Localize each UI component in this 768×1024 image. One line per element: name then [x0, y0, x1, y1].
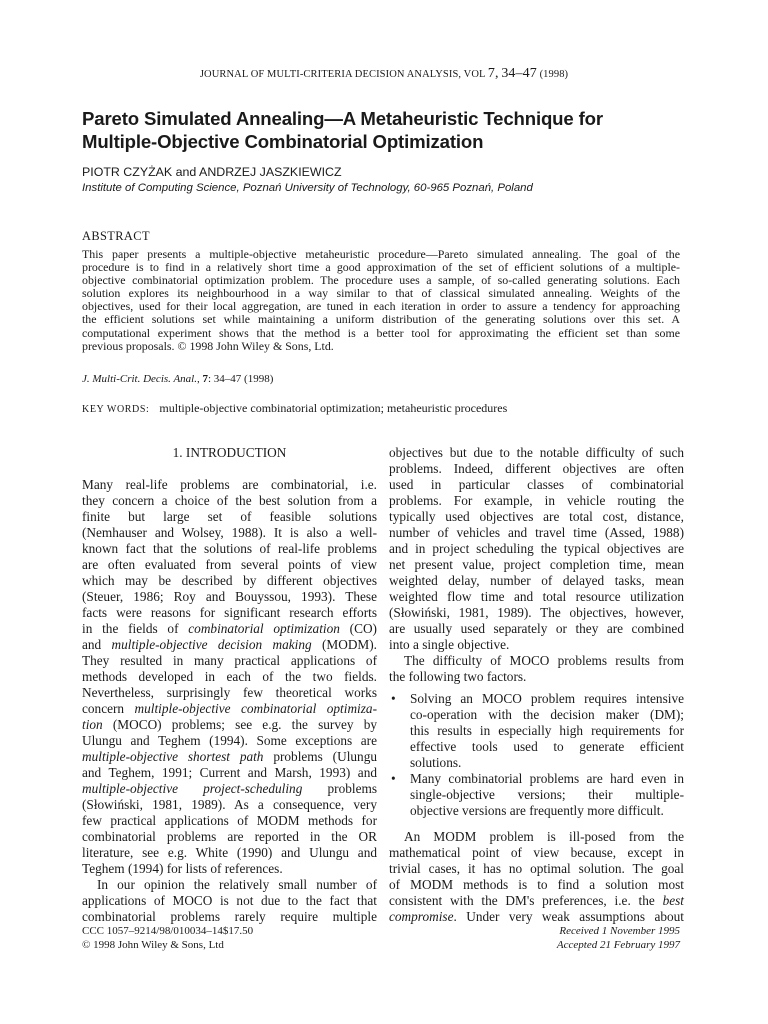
body-line: objectives but due to the notable difficulty of such [389, 445, 684, 460]
footer-copyright: © 1998 John Wiley & Sons, Ltd [82, 939, 224, 951]
body-line: net present value, project completion time, mean [389, 557, 684, 572]
journal-year: (1998) [539, 69, 569, 80]
keywords-label: KEY WORDS: [82, 404, 150, 415]
text-run: (MOCO) problems; see e.g. the survey by [102, 717, 377, 732]
emphasis-run: multiple-objective project-scheduling [82, 781, 303, 796]
body-line: number of vehicles and travel time (Assed, 1988) [389, 525, 684, 540]
body-line: and in project scheduling the typical objectives are [389, 541, 684, 556]
bullet-line: single-objective versions; their multiple- [410, 787, 684, 802]
body-line [82, 781, 377, 797]
body-line [82, 637, 377, 653]
emphasis-run: tion [82, 717, 103, 732]
abstract-line: previous proposals. © 1998 John Wiley & Sons, Ltd. [82, 338, 334, 353]
body-line: few practical applications of MODM methods for [82, 813, 377, 828]
journal-header [0, 66, 768, 82]
left-column [82, 445, 377, 925]
bullet-line: co-operation with the decision maker (DM); [410, 707, 684, 722]
citation-rest: : 34–47 (1998) [207, 373, 274, 385]
body-line: (Steuer, 1986; Roy and Bouyssou, 1993). These [82, 589, 377, 604]
body-line: mathematical point of view because, except in [389, 845, 684, 860]
body-line: (Słowiński, 1981, 1989). The objectives, however, [389, 605, 684, 620]
body-line: and Teghem, 1991; Current and Marsh, 1993) and [82, 765, 377, 780]
bullet-marker: • [391, 691, 396, 706]
body-line [82, 749, 377, 765]
text-run: and [82, 637, 112, 652]
body-line: which may be described by different objectives [82, 573, 377, 588]
section-heading: 1. INTRODUCTION [172, 445, 287, 460]
list-gap [389, 819, 684, 829]
body-line [389, 909, 684, 925]
citation-journal: J. Multi-Crit. Decis. Anal. [82, 373, 197, 385]
body-line: they concern a choice of the best solution from a [82, 493, 377, 508]
body-line: In our opinion the relatively small number of [97, 877, 377, 892]
footer-left [82, 924, 253, 952]
text-run: (CO) [339, 621, 377, 636]
body-line: problems. Indeed, different objectives are often [389, 461, 684, 476]
emphasis-run: multiple-objective shortest path [82, 749, 264, 764]
emphasis-run: multiple-objective decision making [111, 637, 312, 652]
body-line: problems. For example, in vehicle routing the [389, 493, 684, 508]
body-line: the following two factors. [389, 669, 527, 684]
emphasis-run: multiple-objective combinatorial optimiza- [134, 701, 377, 716]
footer-ccc: CCC 1057–9214/98/010034–14$17.50 [82, 925, 254, 937]
abstract-line: objective combinatorial optimization problem. The procedure uses a sample, of so-called generating solutions. Each [82, 273, 680, 288]
text-run: consistent with the DM's preferences, i.e. the [389, 893, 663, 908]
affiliation: Institute of Computing Science, Poznań University of Technology, 60-965 Poznań, Poland [82, 182, 533, 194]
body-line: known fact that the solutions of real-life problems [82, 541, 377, 556]
bullet-line: Solving an MOCO problem requires intensive [410, 691, 684, 706]
body-line [82, 621, 377, 637]
body-line: typically used objectives are total cost, distance, [389, 509, 684, 524]
body-line: Teghem (1994) for lists of references. [82, 861, 283, 876]
body-line: An MODM problem is ill-posed from the [404, 829, 684, 844]
body-line: into a single objective. [389, 637, 510, 652]
journal-pages: 34–47 [501, 66, 537, 81]
bullet-line: this results in especially high requirements for [410, 723, 684, 738]
text-run: problems [302, 781, 377, 796]
body-line: of MODM methods is to find a solution most [389, 877, 684, 892]
emphasis-run: combinatorial optimization [188, 621, 340, 636]
body-line: weighted flow time and total resource utilization [389, 589, 684, 604]
body-line: facts were reasons for significant research efforts [82, 605, 377, 620]
bullet-line: effective tools used to generate efficient [410, 739, 684, 754]
footer-accepted: Accepted 21 February 1997 [556, 939, 680, 951]
text-run: (MODM). [311, 637, 377, 652]
body-line: trivial cases, it has no optimal solution. The goal [389, 861, 684, 876]
abstract-line: This paper presents a multiple-objective metaheuristic procedure—Pareto simulated annealing. The goal of the [82, 247, 680, 261]
abstract-line: solution explores its neighbourhood in a way similar to that of classical simulated annealing. Weights of the [82, 286, 680, 301]
body-line: They resulted in many practical applications of [82, 653, 377, 668]
bullet-item [389, 771, 684, 819]
body-line [82, 717, 377, 733]
bullet-item [389, 691, 684, 771]
abstract-line: the efficient solutions set while maintaining a uniform distribution of the generating solutions over this set. A [82, 312, 680, 327]
keywords-text: multiple-objective combinatorial optimization; metaheuristic procedures [159, 401, 508, 415]
body-line: used in particular classes of combinatorial [389, 477, 684, 492]
text-run: in the fields of [82, 621, 189, 636]
emphasis-run: best [662, 893, 684, 908]
bullet-marker: • [391, 771, 396, 786]
body-line: combinatorial problems rarely require multiple [82, 909, 377, 924]
paper-title-line-2: Multiple-Objective Combinatorial Optimization [82, 131, 484, 152]
bullet-line: objective versions are frequently more difficult. [410, 803, 664, 818]
authors: PIOTR CZYŻAK and ANDRZEJ JASZKIEWICZ [82, 165, 342, 179]
text-run: concern [82, 701, 135, 716]
paper-title [82, 107, 702, 153]
journal-name: JOURNAL OF MULTI-CRITERIA DECISION ANALYSIS, VOL [199, 69, 486, 80]
body-line: (Nemhauser and Wolsey, 1988). It is also a well- [82, 525, 377, 540]
footer-right [557, 924, 680, 952]
body-line: applications of MOCO is not due to the fact that [82, 893, 377, 908]
body-line: are usually used separately or they are combined [389, 621, 684, 636]
body-line: Ulungu and Teghem (1994). Some exceptions are [82, 733, 377, 748]
citation-sep: , [196, 373, 203, 385]
body-line: combinatorial problems are reported in the OR [82, 829, 377, 844]
abstract-line: objectives, used for their local aggregation, are tuned in each iteration in order to assure a tendency for approaching [82, 299, 680, 314]
body-line [82, 701, 377, 717]
right-column [389, 445, 684, 925]
abstract-line: computational experiment shows that the method is a better tool for approximating the efficient set than some [82, 325, 680, 340]
body-line: Many real-life problems are combinatorial, i.e. [82, 477, 377, 492]
abstract-heading: ABSTRACT [82, 229, 150, 243]
citation [82, 373, 273, 385]
text-run: problems (Ulungu [263, 749, 377, 764]
citation-volume: 7 [202, 373, 208, 385]
paper-title-line-1: Pareto Simulated Annealing—A Metaheuristic Technique for [82, 108, 603, 129]
section-gap [82, 461, 377, 477]
bullet-line: solutions. [410, 755, 462, 770]
emphasis-run: compromise [389, 909, 454, 924]
body-line: methods developed in each of the two fields. [82, 669, 377, 684]
text-run: . Under very weak assumptions about [453, 909, 684, 924]
body-line: The difficulty of MOCO problems results from [404, 653, 684, 668]
body-line: are often evaluated from several points of view [82, 557, 377, 572]
keywords [82, 401, 507, 416]
journal-volume: 7, [487, 66, 499, 81]
body-line: (Słowiński, 1981, 1989). As a consequence, very [82, 797, 377, 812]
body-line: weighted delay, number of delayed tasks, mean [389, 573, 684, 588]
body-line: literature, see e.g. White (1990) and Ulungu and [82, 845, 377, 860]
body-line: Nevertheless, surprisingly few theoretical works [82, 685, 377, 700]
bullet-line: Many combinatorial problems are hard even in [410, 771, 684, 786]
body-line: finite but large set of feasible solutions [82, 509, 377, 524]
footer-received: Received 1 November 1995 [559, 925, 680, 937]
abstract-line: procedure is to find in a relatively short time a good approximation of the set of efficient solutions of a multiple- [82, 260, 680, 275]
abstract-body [82, 248, 680, 353]
body-line [389, 893, 684, 909]
